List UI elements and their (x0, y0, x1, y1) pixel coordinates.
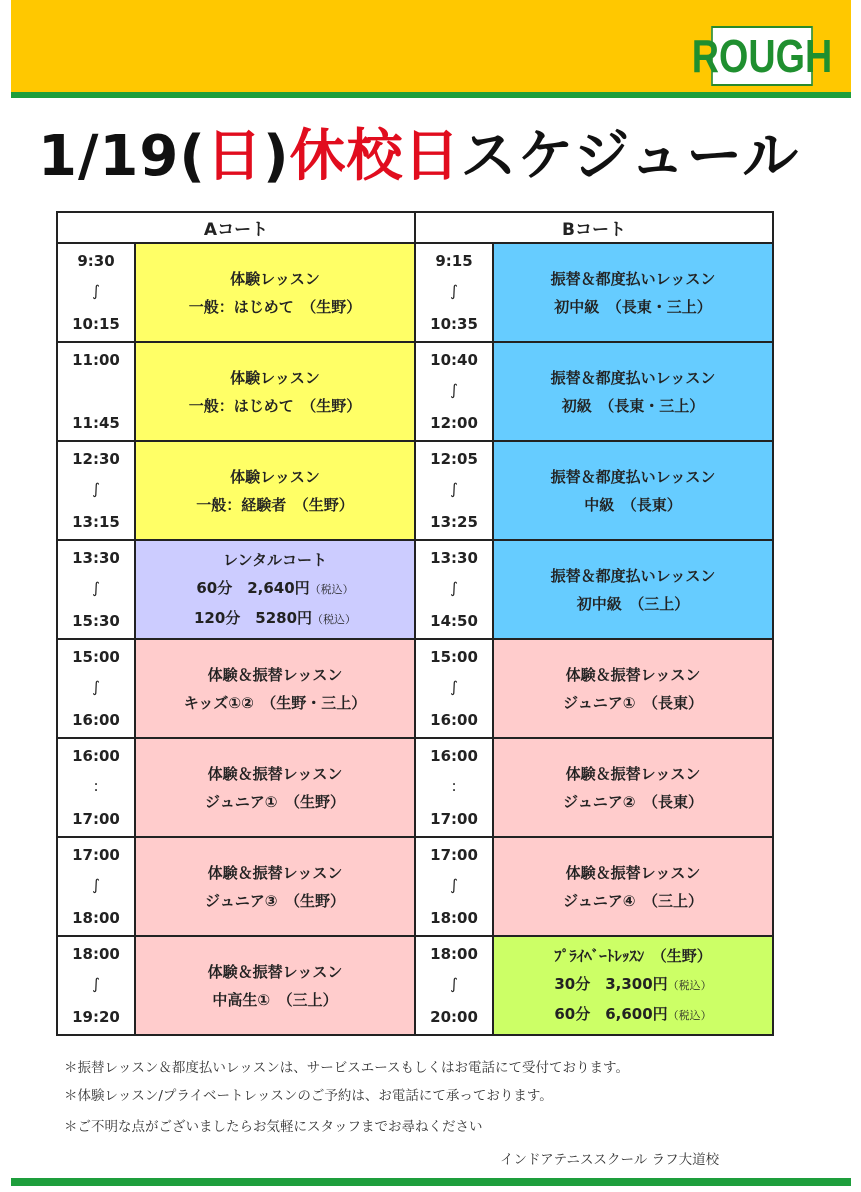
start-time: 9:30 (77, 252, 115, 270)
tax-note: （税込） (667, 1008, 712, 1022)
time-separator: ∫ (92, 579, 100, 597)
lesson-text: 体験＆振替レッスン (565, 665, 701, 684)
lesson-line (136, 661, 414, 689)
lesson-line (494, 562, 772, 590)
lesson-text: ジュニア④ （三上） (563, 891, 703, 910)
start-time: 12:05 (430, 450, 478, 468)
time-separator: ∫ (92, 975, 100, 993)
start-time: 17:00 (430, 846, 478, 864)
lesson-text: 体験＆振替レッスン (565, 764, 701, 783)
start-time: 12:30 (72, 450, 120, 468)
rough-logo: ROUGH (711, 26, 813, 86)
lesson-line (136, 574, 414, 604)
lesson-line (494, 661, 772, 689)
tax-note: （税込） (312, 612, 357, 626)
start-time: 11:00 (72, 351, 120, 369)
time-separator: ∫ (450, 282, 458, 300)
lesson-line (494, 392, 772, 420)
court-a-time-cell (57, 738, 135, 837)
lesson-text: 振替＆都度払いレッスン (550, 368, 716, 387)
lesson-line (494, 970, 772, 1000)
lesson-text: ﾌﾟﾗｲﾍﾞｰﾄﾚｯｽﾝ （生野） (554, 946, 712, 965)
court-b-time-cell (415, 540, 493, 639)
lesson-text: 初中級 （三上） (576, 594, 690, 613)
lesson-text: 体験＆振替レッスン (565, 863, 701, 882)
start-time: 9:15 (435, 252, 473, 270)
court-b-time-cell (415, 738, 493, 837)
start-time: 10:40 (430, 351, 478, 369)
title-holiday: 休校日 (289, 124, 461, 189)
time-separator: ∫ (92, 876, 100, 894)
lesson-text: 振替＆都度払いレッスン (550, 467, 716, 486)
start-time: 15:00 (72, 648, 120, 666)
court-a-lesson-cell (135, 342, 415, 441)
lesson-text: 中級 （長東） (584, 495, 682, 514)
lesson-text: 中高生① （三上） (212, 990, 338, 1009)
start-time: 16:00 (430, 747, 478, 765)
end-time: 17:00 (430, 810, 478, 828)
lesson-text: 体験レッスン (230, 467, 320, 486)
lesson-line (494, 265, 772, 293)
lesson-text: 体験レッスン (230, 368, 320, 387)
note-2: ＊体験レッスン/プライベートレッスンのご予約は、お電話にて承っております。 (64, 1088, 553, 1104)
end-time: 19:20 (72, 1008, 120, 1026)
lesson-text: 体験＆振替レッスン (207, 962, 343, 981)
court-b-lesson-cell (493, 243, 773, 342)
lesson-line (136, 760, 414, 788)
time-separator: ∫ (92, 678, 100, 696)
lesson-text: 体験＆振替レッスン (207, 863, 343, 882)
start-time: 13:30 (72, 549, 120, 567)
footer-green-line (11, 1178, 851, 1186)
lesson-line (494, 887, 772, 915)
lesson-line (136, 887, 414, 915)
court-b-lesson-cell (493, 342, 773, 441)
court-a-time-cell (57, 936, 135, 1035)
court-b-lesson-cell (493, 936, 773, 1035)
court-a-lesson-cell (135, 243, 415, 342)
start-time: 18:00 (430, 945, 478, 963)
court-a-lesson-cell (135, 540, 415, 639)
schedule-row (57, 540, 773, 639)
time-separator: : (93, 777, 99, 795)
lesson-line (136, 293, 414, 321)
lesson-text: 体験＆振替レッスン (207, 665, 343, 684)
lesson-text: 体験レッスン (230, 269, 320, 288)
lesson-line (136, 364, 414, 392)
schedule-row (57, 936, 773, 1035)
end-time: 16:00 (72, 711, 120, 729)
schedule-table (56, 211, 774, 1036)
court-b-lesson-cell (493, 441, 773, 540)
lesson-line (136, 491, 414, 519)
court-a-time-cell (57, 243, 135, 342)
lesson-text: 初級 （長東・三上） (561, 396, 705, 415)
court-a-lesson-cell (135, 639, 415, 738)
court-a-time-cell (57, 837, 135, 936)
lesson-line (136, 546, 414, 574)
time-separator: ∫ (92, 480, 100, 498)
lesson-line (494, 1000, 772, 1030)
start-time: 13:30 (430, 549, 478, 567)
lesson-text: レンタルコート (222, 550, 328, 569)
tax-note: （税込） (309, 582, 354, 596)
court-b-time-cell (415, 441, 493, 540)
court-b-time-cell (415, 837, 493, 936)
lesson-text: 振替＆都度払いレッスン (550, 566, 716, 585)
lesson-text: キッズ①② （生野・三上） (183, 693, 367, 712)
court-a-time-cell (57, 540, 135, 639)
lesson-text: 初中級 （長東・三上） (554, 297, 712, 316)
lesson-line (136, 986, 414, 1014)
schedule-body (57, 243, 773, 1035)
lesson-text: 30分 3,300円 (554, 974, 668, 993)
court-b-time-cell (415, 639, 493, 738)
end-time: 13:15 (72, 513, 120, 531)
end-time: 13:25 (430, 513, 478, 531)
time-separator: ∫ (450, 975, 458, 993)
end-time: 14:50 (430, 612, 478, 630)
court-a-lesson-cell (135, 738, 415, 837)
lesson-line (136, 265, 414, 293)
lesson-text: 体験＆振替レッスン (207, 764, 343, 783)
page-title (38, 112, 799, 188)
schedule-row (57, 639, 773, 738)
lesson-line (494, 293, 772, 321)
lesson-line (136, 604, 414, 634)
title-schedule: スケジュール (460, 124, 800, 189)
start-time: 17:00 (72, 846, 120, 864)
start-time: 15:00 (430, 648, 478, 666)
lesson-line (494, 788, 772, 816)
header-green-line (11, 92, 851, 98)
court-a-lesson-cell (135, 441, 415, 540)
court-b-lesson-cell (493, 738, 773, 837)
note-1: ＊振替レッスン＆都度払いレッスンは、サービスエースもしくはお電話にて受付ております。 (64, 1060, 629, 1076)
court-b-time-cell (415, 243, 493, 342)
court-header-row (57, 212, 773, 243)
end-time: 18:00 (72, 909, 120, 927)
lesson-text: ジュニア③ （生野） (205, 891, 345, 910)
lesson-line (494, 859, 772, 887)
court-b-header: Bコート (415, 212, 773, 243)
tax-note: （税込） (667, 978, 712, 992)
lesson-text: 一般：経験者 （生野） (196, 495, 354, 514)
court-a-time-cell (57, 639, 135, 738)
lesson-line (136, 392, 414, 420)
lesson-text: 60分 6,600円 (554, 1004, 668, 1023)
time-separator: ∫ (450, 876, 458, 894)
lesson-text: 120分 5280円 (193, 608, 313, 627)
court-a-lesson-cell (135, 936, 415, 1035)
start-time: 18:00 (72, 945, 120, 963)
court-b-lesson-cell (493, 837, 773, 936)
court-b-time-cell (415, 936, 493, 1035)
court-a-lesson-cell (135, 837, 415, 936)
court-b-lesson-cell (493, 639, 773, 738)
lesson-line (494, 463, 772, 491)
lesson-text: ジュニア① （長東） (563, 693, 703, 712)
schedule-row (57, 342, 773, 441)
lesson-line (494, 760, 772, 788)
lesson-text: 振替＆都度払いレッスン (550, 269, 716, 288)
lesson-line (494, 491, 772, 519)
lesson-line (494, 364, 772, 392)
court-b-time-cell (415, 342, 493, 441)
end-time: 11:45 (72, 414, 120, 432)
lesson-line (494, 689, 772, 717)
court-a-time-cell (57, 441, 135, 540)
time-separator: ∫ (450, 579, 458, 597)
title-paren-close: ) (262, 124, 290, 189)
end-time: 12:00 (430, 414, 478, 432)
court-a-time-cell (57, 342, 135, 441)
lesson-line (136, 859, 414, 887)
lesson-text: ジュニア① （生野） (205, 792, 345, 811)
lesson-line (136, 788, 414, 816)
lesson-line (136, 958, 414, 986)
start-time: 16:00 (72, 747, 120, 765)
title-date: 1/19( (38, 124, 206, 189)
end-time: 20:00 (430, 1008, 478, 1026)
end-time: 16:00 (430, 711, 478, 729)
end-time: 18:00 (430, 909, 478, 927)
end-time: 10:35 (430, 315, 478, 333)
lesson-text: 一般：はじめて （生野） (188, 297, 362, 316)
lesson-text: ジュニア② （長東） (563, 792, 703, 811)
court-b-lesson-cell (493, 540, 773, 639)
lesson-text: 60分 2,640円 (196, 578, 310, 597)
schedule-row (57, 738, 773, 837)
lesson-line (494, 942, 772, 970)
note-3: ＊ご不明な点がございましたらお気軽にスタッフまでお尋ねください (64, 1119, 483, 1135)
lesson-text: 一般：はじめて （生野） (188, 396, 362, 415)
schedule-row (57, 243, 773, 342)
lesson-line (136, 689, 414, 717)
time-separator: ∫ (450, 678, 458, 696)
time-separator: ∫ (450, 480, 458, 498)
schedule-row (57, 837, 773, 936)
time-separator: ∫ (450, 381, 458, 399)
title-day: 日 (205, 124, 263, 189)
time-separator: : (451, 777, 457, 795)
lesson-line (494, 590, 772, 618)
school-name: インドアテニススクール ラフ大道校 (500, 1152, 720, 1168)
schedule-row (57, 441, 773, 540)
end-time: 15:30 (72, 612, 120, 630)
end-time: 10:15 (72, 315, 120, 333)
end-time: 17:00 (72, 810, 120, 828)
court-a-header: Aコート (57, 212, 415, 243)
time-separator: ∫ (92, 282, 100, 300)
lesson-line (136, 463, 414, 491)
